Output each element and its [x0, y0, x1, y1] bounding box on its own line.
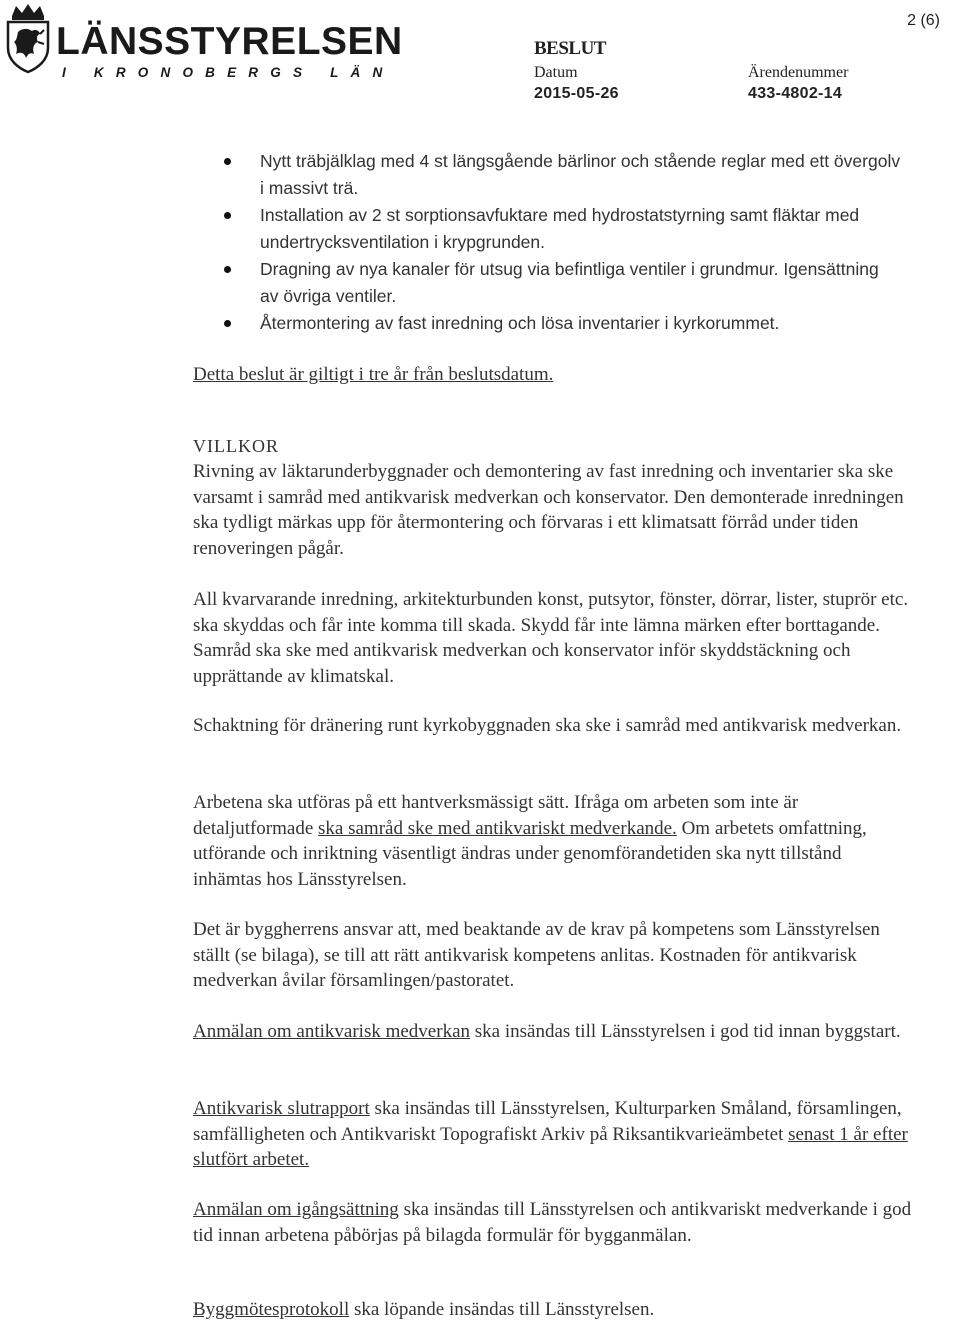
paragraph-text: ska insändas till Länsstyrelsen, Kulturparken Småland, församlingen, samfälligheten och Antikvariskt Topografiskt Arkiv på Riksantikvarieämbetet [193, 1098, 902, 1145]
case-number-label: Ärendenummer [748, 64, 849, 81]
condition-paragraph-8 [193, 1197, 913, 1248]
organization-subtitle: I KRONOBERGS LÄN [62, 65, 395, 80]
condition-paragraph-2: All kvarvarande inredning, arkitekturbunden konst, putsytor, fönster, dörrar, lister, stuprör etc. ska skyddas och får inte komma till skada. Skydd får inte lämna märken efter borttagande. Samråd ska ske med antikvarisk medverkan och konservator inför skyddstäckning och upprättande av klimatskal. [193, 589, 909, 687]
underlined-term: Anmälan om igångsättning [193, 1199, 399, 1220]
organization-name: LÄNSSTYRELSEN [56, 20, 403, 63]
paragraph-text: Om arbetets omfattning, utförande och inriktning väsentligt ändras under genomförandetiden ska nytt tillstånd inhämtas hos Länsstyrelsen. [193, 817, 867, 890]
underlined-term: Antikvarisk slutrapport [193, 1098, 370, 1119]
condition-paragraph-7 [193, 1096, 913, 1173]
paragraph-text: ska insändas till Länsstyrelsen i god tid innan byggstart. [470, 1021, 901, 1042]
underlined-requirement: ska samråd ske med antikvariskt medverkande. [318, 817, 677, 839]
date-value: 2015-05-26 [534, 85, 619, 102]
page-number: 2 (6) [907, 12, 940, 29]
condition-paragraph-5: Det är byggherrens ansvar att, med beaktande av de krav på kompetens som Länsstyrelsen ställt (se bilaga), se till att rätt antikvarisk kompetens anlitas. Kostnaden för antikvarisk medverkan åvilar församlingen/pastoratet. [193, 919, 880, 991]
underlined-term: Byggmötesprotokoll [193, 1299, 350, 1320]
condition-paragraph-1: Rivning av läktarunderbyggnader och demontering av fast inredning och inventarier ska ske varsamt i samråd med antikvarisk medverkan och konservator. Den demonterade inredningen ska tydligt märkas upp för återmontering och förvaras i ett klimatsatt förråd under tiden renoveringen pågår. [193, 461, 904, 559]
condition-paragraph-9 [193, 1297, 913, 1323]
validity-statement: Detta beslut är giltigt i tre år från beslutsdatum. [193, 364, 554, 385]
case-number-value: 433-4802-14 [748, 85, 843, 102]
list-item: Återmontering av fast inredning och lösa inventarier i kyrkorummet. [222, 310, 902, 337]
underlined-deadline: senast 1 år efter slutfört arbetet. [193, 1123, 908, 1170]
date-label: Datum [534, 64, 578, 81]
list-item: Nytt träbjälklag med 4 st längsgående bärlinor och stående reglar med ett övergolv i massivt trä. [222, 148, 902, 202]
paragraph-text: Arbetena ska utföras på ett hantverksmässigt sätt. Ifråga om arbeten som inte är detaljutformade [193, 792, 799, 839]
condition-paragraph-6 [193, 1019, 913, 1045]
underlined-term: Anmälan om antikvarisk medverkan [193, 1021, 471, 1042]
county-crest-icon [4, 2, 52, 74]
measures-list [222, 148, 902, 337]
condition-paragraph-4 [193, 790, 913, 892]
paragraph-text: ska löpande insändas till Länsstyrelsen. [349, 1299, 655, 1320]
condition-paragraph-3: Schaktning för dränering runt kyrkobyggnaden ska ske i samråd med antikvarisk medverkan. [193, 715, 902, 736]
document-type: BESLUT [534, 38, 606, 59]
paragraph-text: ska insändas till Länsstyrelsen och antikvariskt medverkande i god tid innan arbetena påbörjas på bilagda formulär för bygganmälan. [193, 1199, 912, 1246]
conditions-heading: VILLKOR [193, 436, 279, 456]
list-item: Dragning av nya kanaler för utsug via befintliga ventiler i grundmur. Igensättning av övriga ventiler. [222, 256, 902, 310]
list-item: Installation av 2 st sorptionsavfuktare med hydrostatstyrning samt fläktar med undertrycksventilation i krypgrunden. [222, 202, 902, 256]
